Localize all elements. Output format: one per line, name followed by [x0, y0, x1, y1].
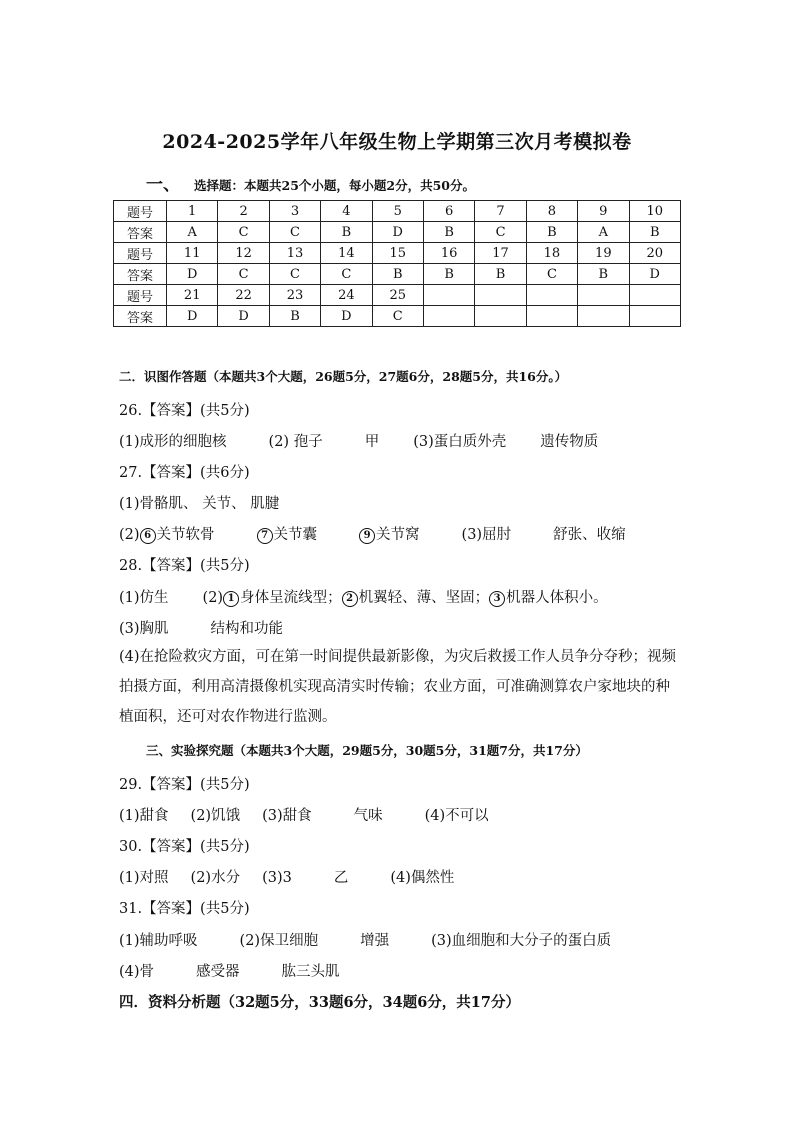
table-cell: 19: [578, 243, 629, 264]
circled-number: 6: [140, 528, 156, 544]
q31-a4: (3)血细胞和大分子的蛋白质: [431, 933, 612, 949]
table-cell: B: [372, 264, 423, 285]
table-cell: D: [629, 264, 680, 285]
table-cell: C: [269, 222, 320, 243]
table-cell: [423, 285, 474, 306]
q28-answer-line1: [119, 586, 608, 607]
q28-l2a: (3)胸肌: [119, 621, 169, 637]
table-row: [114, 201, 681, 222]
section3-heading: 三、实验探究题（本题共3个大题，29题5分，30题5分，31题7分，共17分）: [146, 743, 588, 758]
q28-s1: 身体呈流线型；: [240, 590, 342, 606]
q31-b1: (4)骨: [119, 964, 155, 980]
q26-heading: 26.【答案】(共5分): [119, 403, 250, 419]
table-cell: [629, 285, 680, 306]
table-cell: 18: [526, 243, 577, 264]
q29-a5: (4)不可以: [424, 808, 489, 824]
table-cell: [423, 306, 474, 327]
table-row: [114, 264, 681, 285]
q28-t0: (1)仿生: [119, 590, 169, 606]
q31-a2: (2)保卫细胞: [239, 933, 319, 949]
table-cell: 7: [475, 201, 526, 222]
table-cell: C: [218, 264, 269, 285]
table-cell: 23: [269, 285, 320, 306]
table-cell: [578, 285, 629, 306]
q29-a3: (3)甜食: [262, 808, 312, 824]
table-row: [114, 222, 681, 243]
q27-t4: (3)屈肘: [461, 527, 512, 543]
q28-answer-paragraph: (4)在抢险救灾方面，可在第一时间提供最新影像，为灾后救援工作人员争分夺秒；视频拍摄方面，利用高清摄像机实现高清实时传输；农业方面，可准确测算农户家地块的种植面积，还可对农作物进行监测。: [119, 649, 677, 725]
q29-a2: (2)饥饿: [190, 808, 241, 824]
table-cell: 8: [526, 201, 577, 222]
table-cell: 11: [167, 243, 218, 264]
q31-b2: 感受器: [196, 964, 240, 980]
table-cell: 2: [218, 201, 269, 222]
q30-a5: (4)偶然性: [390, 870, 455, 886]
q27-t5: 舒张、收缩: [553, 527, 626, 543]
q30-a3: (3)3: [262, 870, 292, 886]
q26-a2: (2) 孢子: [268, 434, 323, 450]
q30-heading: 30.【答案】(共5分): [119, 839, 250, 855]
table-cell: B: [629, 222, 680, 243]
table-row: [114, 243, 681, 264]
q26-a1: (1)成形的细胞核: [119, 434, 227, 450]
table-cell: 16: [423, 243, 474, 264]
table-cell: 25: [372, 285, 423, 306]
answer-table: [113, 200, 681, 327]
section1-number: 一、: [146, 175, 180, 195]
q27-t3: 关节窝: [376, 527, 420, 543]
table-cell: 1: [167, 201, 218, 222]
table-cell: B: [269, 306, 320, 327]
q28-t1: (2): [202, 590, 224, 606]
circled-number: 2: [342, 591, 358, 607]
table-cell: 12: [218, 243, 269, 264]
q27-answer-line1: (1)骨骼肌、 关节、 肌腱: [119, 496, 280, 512]
table-row-header: 题号: [114, 285, 167, 306]
table-cell: C: [218, 222, 269, 243]
q31-a3: 增强: [360, 933, 390, 949]
q29-heading: 29.【答案】(共5分): [119, 777, 250, 793]
q28-l2b: 结构和功能: [210, 621, 284, 637]
q28-heading: 28.【答案】(共5分): [119, 558, 250, 574]
q31-b3: 肱三头肌: [281, 964, 340, 980]
table-cell: C: [372, 306, 423, 327]
table-cell: C: [475, 222, 526, 243]
circled-number: 7: [257, 528, 273, 544]
section2-heading: 二．识图作答题（本题共3个大题，26题5分，27题6分，28题5分，共16分。）: [119, 369, 568, 384]
section4-heading: 四．资料分析题（32题5分，33题6分，34题6分，共17分）: [119, 994, 520, 1011]
table-row: [114, 285, 681, 306]
table-cell: D: [372, 222, 423, 243]
table-cell: 15: [372, 243, 423, 264]
q26-a4: (3)蛋白质外壳: [413, 434, 507, 450]
table-row-header: 题号: [114, 243, 167, 264]
table-cell: A: [167, 222, 218, 243]
q31-answer-line1: [119, 929, 611, 950]
table-cell: 5: [372, 201, 423, 222]
table-cell: B: [475, 264, 526, 285]
table-cell: [475, 285, 526, 306]
q27-answer-line2: [119, 523, 626, 544]
table-cell: B: [321, 222, 372, 243]
q30-answer-line: [119, 866, 454, 887]
table-cell: 21: [167, 285, 218, 306]
table-cell: 24: [321, 285, 372, 306]
table-row-header: 答案: [114, 306, 167, 327]
table-cell: 14: [321, 243, 372, 264]
circled-number: 1: [223, 591, 239, 607]
q28-answer-line2: [119, 617, 283, 638]
table-cell: C: [526, 264, 577, 285]
table-row-header: 答案: [114, 222, 167, 243]
q27-p0: (2): [119, 527, 140, 543]
table-cell: 10: [629, 201, 680, 222]
page-title: 2024-2025学年八年级生物上学期第三次月考模拟卷: [162, 131, 632, 153]
table-cell: [629, 306, 680, 327]
q27-heading: 27.【答案】(共6分): [119, 465, 250, 481]
table-cell: 17: [475, 243, 526, 264]
q27-t2: 关节囊: [273, 527, 318, 543]
table-cell: C: [269, 264, 320, 285]
q30-a2: (2)水分: [190, 870, 241, 886]
table-row: [114, 306, 681, 327]
q29-answer-line: [119, 804, 489, 825]
table-cell: C: [321, 264, 372, 285]
table-row-header: 题号: [114, 201, 167, 222]
table-cell: [526, 306, 577, 327]
q31-answer-line2: [119, 960, 340, 981]
circled-number: 9: [359, 528, 375, 544]
q31-heading: 31.【答案】(共5分): [119, 901, 250, 917]
q30-a1: (1)对照: [119, 870, 169, 886]
table-row-header: 答案: [114, 264, 167, 285]
table-cell: 3: [269, 201, 320, 222]
q28-s2: 机翼轻、薄、坚固；: [358, 590, 490, 606]
table-cell: B: [423, 264, 474, 285]
q27-t1: 关节软骨: [156, 527, 215, 543]
q31-a1: (1)辅助呼吸: [119, 933, 198, 949]
table-cell: D: [321, 306, 372, 327]
q26-a3: 甲: [364, 434, 380, 450]
q26-answer-line: [119, 430, 598, 451]
table-cell: [578, 306, 629, 327]
table-cell: A: [578, 222, 629, 243]
section1-heading: [146, 170, 475, 195]
table-cell: 4: [321, 201, 372, 222]
table-cell: D: [218, 306, 269, 327]
table-cell: B: [578, 264, 629, 285]
circled-number: 3: [489, 591, 505, 607]
table-cell: 6: [423, 201, 474, 222]
table-cell: [475, 306, 526, 327]
table-cell: D: [167, 306, 218, 327]
table-cell: 22: [218, 285, 269, 306]
q29-a1: (1)甜食: [119, 808, 169, 824]
table-cell: 9: [578, 201, 629, 222]
q28-s3: 机器人体积小。: [506, 590, 608, 606]
table-cell: D: [167, 264, 218, 285]
table-cell: 13: [269, 243, 320, 264]
q29-a4: 气味: [353, 808, 383, 824]
section1-text: 选择题：本题共25个小题，每小题2分，共50分。: [194, 178, 475, 193]
table-cell: B: [423, 222, 474, 243]
table-cell: B: [526, 222, 577, 243]
q30-a4: 乙: [333, 870, 349, 886]
q26-a5: 遗传物质: [540, 434, 599, 450]
table-cell: 20: [629, 243, 680, 264]
table-cell: [526, 285, 577, 306]
